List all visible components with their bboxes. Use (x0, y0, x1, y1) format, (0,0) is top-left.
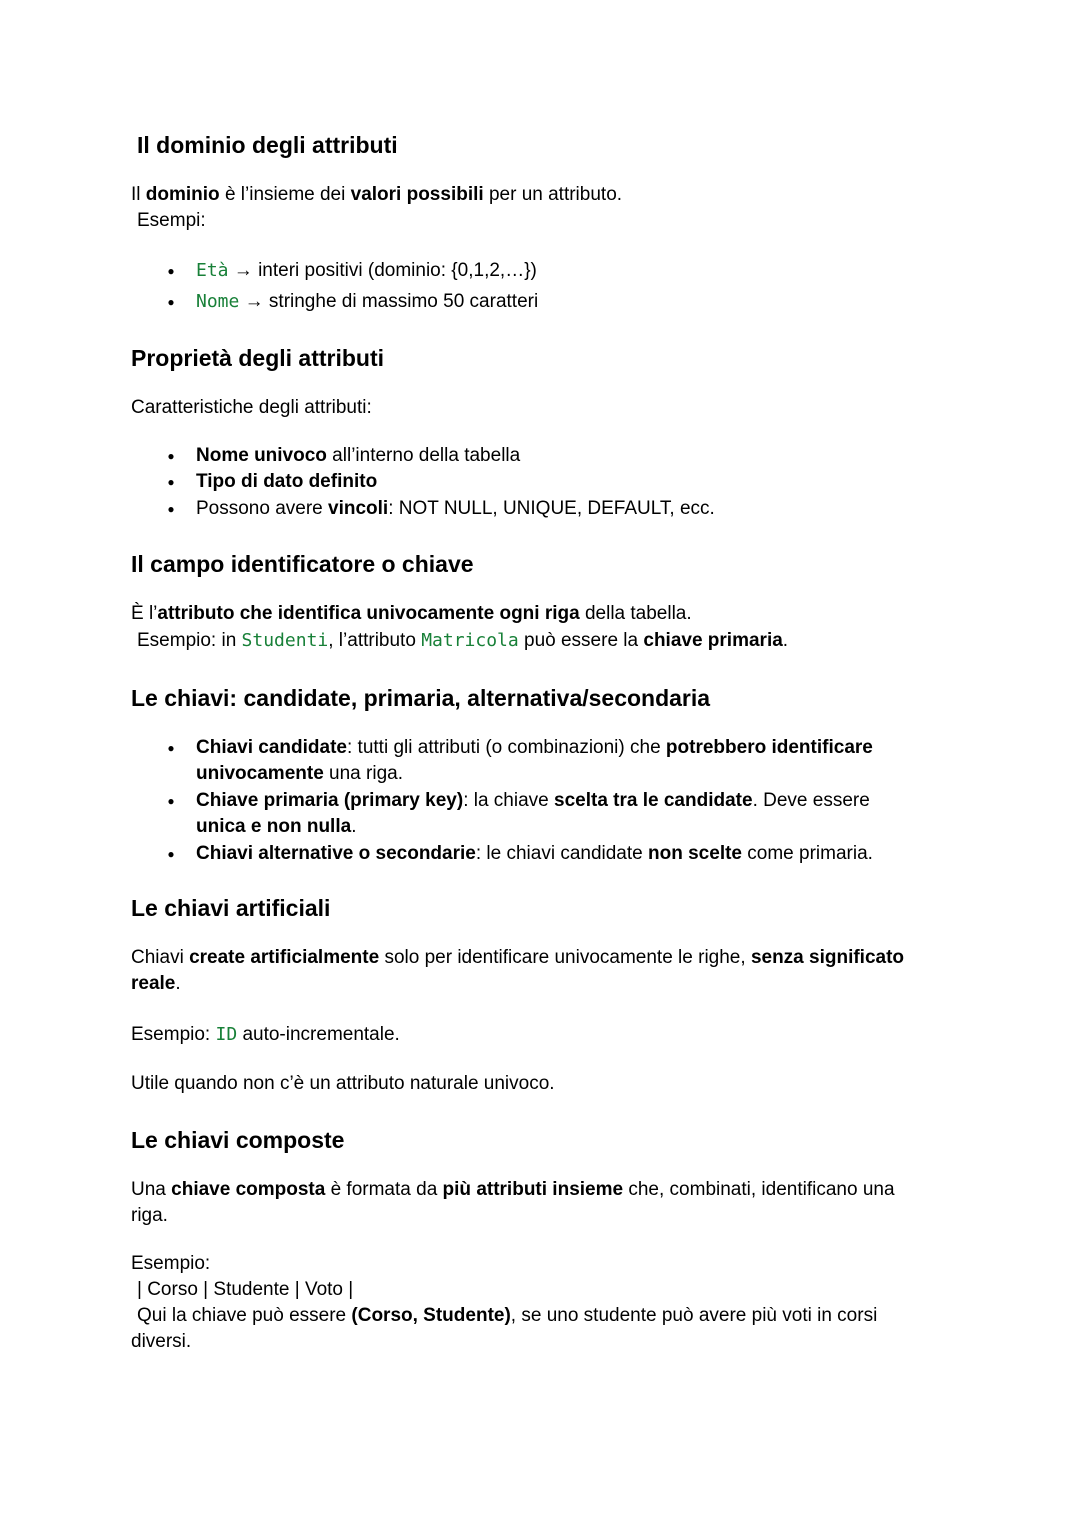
list-item-continuation: univocamente una riga. (196, 763, 403, 784)
paragraph-dominio: Il dominio è l’insieme dei valori possibili per un attributo. (131, 184, 623, 205)
list-item: Nome → stringhe di massimo 50 caratteri (196, 291, 539, 312)
label-esempio: Esempio: (131, 1253, 211, 1274)
bullet-icon: ● (167, 295, 175, 309)
list-item: Chiavi candidate: tutti gli attributi (o combinazioni) che potrebbero identificare (196, 737, 873, 758)
paragraph-qui-continuation: diversi. (131, 1331, 192, 1352)
heading-chiavi-composte: Le chiavi composte (131, 1127, 345, 1153)
heading-chiavi: Le chiavi: candidate, primaria, alternativa/secondaria (131, 685, 711, 711)
paragraph-qui: Qui la chiave può essere (Corso, Studente), se uno studente può avere più voti in corsi (137, 1305, 878, 1326)
list-item-continuation: unica e non nulla. (196, 816, 357, 837)
table-header-text: | Corso | Studente | Voto | (137, 1279, 354, 1300)
paragraph-composte: Una chiave composta è formata da più attributi insieme che, combinati, identificano una (131, 1179, 895, 1200)
bullet-icon: ● (167, 502, 175, 516)
heading-campo-identificatore: Il campo identificatore o chiave (131, 551, 474, 577)
heading-proprieta: Proprietà degli attributi (131, 345, 385, 371)
heading-dominio: Il dominio degli attributi (137, 132, 398, 158)
list-item: Tipo di dato definito (196, 471, 378, 492)
list-item: Chiavi alternative o secondarie: le chiavi candidate non scelte come primaria. (196, 843, 873, 864)
paragraph-utile: Utile quando non c’è un attributo naturale univoco. (131, 1073, 555, 1094)
list-item: Nome univoco all’interno della tabella (196, 445, 521, 466)
bullet-icon: ● (167, 794, 175, 808)
label-esempi: Esempi: (137, 210, 206, 231)
list-item: Possono avere vincoli: NOT NULL, UNIQUE, DEFAULT, ecc. (196, 498, 715, 519)
paragraph-caratteristiche: Caratteristiche degli attributi: (131, 397, 372, 418)
heading-chiavi-artificiali: Le chiavi artificiali (131, 895, 331, 921)
paragraph-identificatore: È l’attributo che identifica univocamente ogni riga della tabella. (131, 603, 692, 624)
paragraph-artificiali: Chiavi create artificialmente solo per identificare univocamente le righe, senza significato (131, 947, 905, 968)
bullet-icon: ● (167, 847, 175, 861)
paragraph-esempio-id: Esempio: ID auto-incrementale. (131, 1024, 400, 1045)
paragraph-artificiali-continuation: reale. (131, 973, 181, 994)
bullet-icon: ● (167, 475, 175, 489)
paragraph-esempio-matricola: Esempio: in Studenti, l’attributo Matricola può essere la chiave primaria. (137, 630, 789, 651)
paragraph-composte-continuation: riga. (131, 1205, 168, 1226)
bullet-icon: ● (167, 264, 175, 278)
bullet-icon: ● (167, 449, 175, 463)
bullet-icon: ● (167, 741, 175, 755)
list-item: Chiave primaria (primary key): la chiave scelta tra le candidate. Deve essere (196, 790, 870, 811)
list-item: Età → interi positivi (dominio: {0,1,2,…}) (196, 260, 537, 281)
